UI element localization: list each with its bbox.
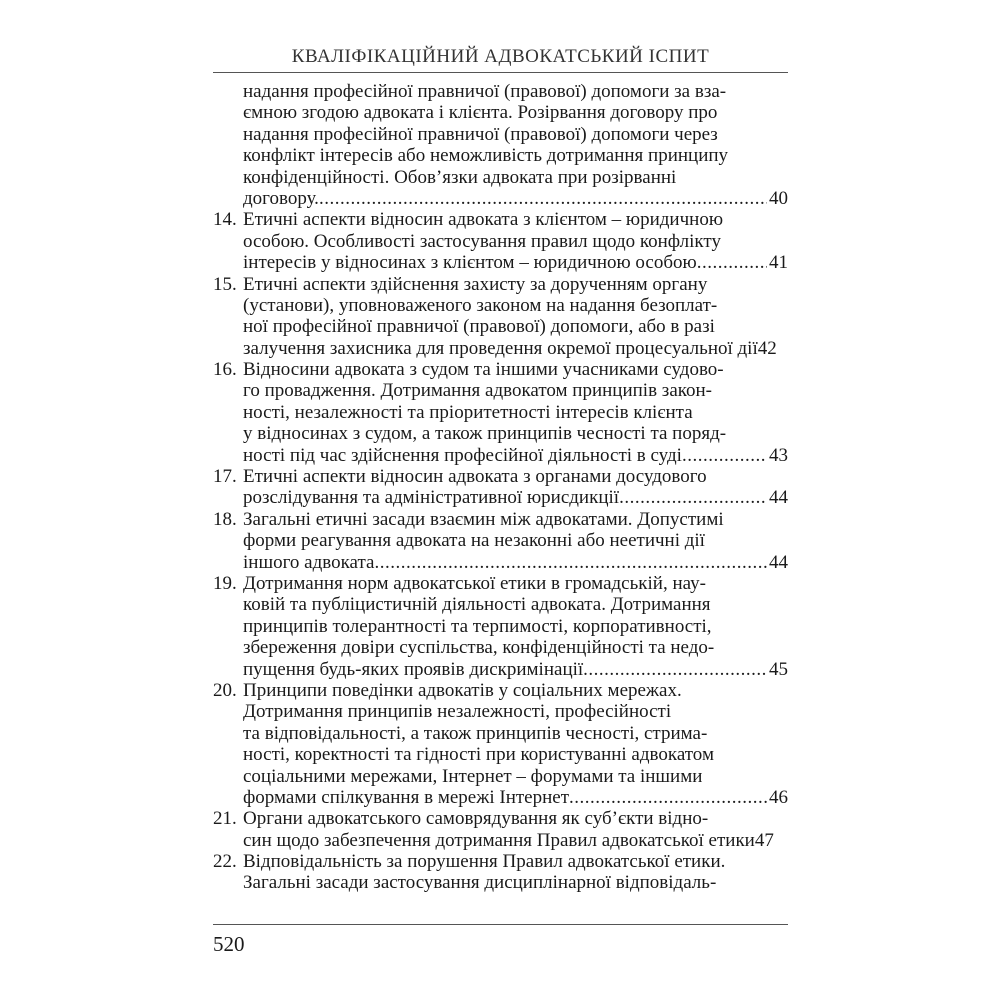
toc-line [213, 188, 788, 209]
toc-number: 19. [213, 572, 237, 594]
toc-line-text: Відносини адвоката з судом та іншими учасниками судово- [243, 359, 724, 381]
toc-line [213, 552, 788, 573]
toc-page-number: 42 [757, 337, 777, 359]
toc-number: 21. [213, 808, 237, 830]
toc-page-number: 44 [769, 551, 788, 573]
table-of-contents [213, 81, 788, 894]
toc-line-text: ності під час здійснення професійної діяльності в суді [243, 444, 682, 466]
toc-line: соціальними мережами, Інтернет – форумами та іншими [243, 765, 703, 787]
toc-line: та відповідальності, а також принципів чесності, стрима- [243, 722, 708, 744]
page-number: 520 [213, 932, 245, 956]
toc-line: ності, коректності та гідності при користуванні адвокатом [243, 744, 714, 766]
toc-line-text: розслідування та адміністративної юрисдикції [243, 487, 620, 509]
dot-leader [374, 552, 767, 573]
toc-number: 15. [213, 273, 237, 295]
toc-line: особою. Особливості застосування правил щодо конфлікту [243, 230, 721, 252]
toc-line-text: пущення будь-яких проявів дискримінації [243, 658, 584, 680]
dot-leader [583, 659, 767, 680]
toc-page-number: 45 [769, 658, 788, 680]
toc-line-text: договору. [243, 187, 319, 209]
toc-line-text: Дотримання норм адвокатської етики в громадській, нау- [243, 572, 706, 594]
toc-line [213, 573, 788, 594]
toc-line: збереження довіри суспільства, конфіденційності та недо- [243, 637, 715, 659]
toc-line-text: Етичні аспекти відносин адвоката з клієнтом – юридичною [243, 209, 724, 231]
toc-line-text: Органи адвокатського самоврядування як суб’єкти відно- [243, 808, 709, 830]
toc-page-number: 40 [769, 187, 788, 209]
toc-number: 16. [213, 359, 237, 381]
toc-line: (установи), уповноваженого законом на надання безоплат- [243, 294, 718, 316]
toc-line-text: Відповідальність за порушення Правил адвокатської етики. [243, 851, 726, 873]
dot-leader [619, 487, 767, 508]
dot-leader [569, 787, 767, 808]
toc-line: ємною згодою адвоката і клієнта. Розірвання договору про [243, 102, 718, 124]
toc-line: го провадження. Дотримання адвокатом принципів закон- [243, 380, 713, 402]
toc-line-text: залучення захисника для проведення окремої процесуальної дії [243, 337, 758, 359]
toc-line: принципів толерантності та терпимості, корпоративності, [243, 615, 712, 637]
toc-line: надання професійної правничої (правової) допомоги через [243, 123, 718, 145]
toc-entry [213, 573, 788, 680]
toc-line-text: Етичні аспекти відносин адвоката з органами досудового [243, 466, 707, 488]
toc-entry [213, 274, 788, 360]
toc-line: форми реагування адвоката на незаконні або неетичні дії [243, 530, 705, 552]
toc-line: надання професійної правничої (правової) допомоги за вза- [243, 81, 727, 102]
toc-line-text: іншого адвоката [243, 551, 375, 573]
toc-page-number: 41 [769, 252, 788, 274]
toc-number: 22. [213, 851, 237, 873]
toc-page-number: 44 [769, 487, 788, 509]
toc-line: у відносинах з судом, а також принципів чесності та поряд- [243, 423, 727, 445]
toc-entry [213, 466, 788, 509]
toc-line-text: формами спілкування в мережі Інтернет [243, 786, 569, 808]
footer-rule [213, 924, 788, 925]
toc-line [213, 487, 788, 508]
toc-page-number: 46 [769, 786, 788, 808]
toc-page-number: 43 [769, 444, 788, 466]
toc-line [213, 359, 788, 380]
toc-line [213, 274, 788, 295]
toc-line [213, 659, 788, 680]
toc-line-text: син щодо забезпечення дотримання Правил адвокатської етики [243, 829, 755, 851]
toc-line [213, 338, 788, 359]
toc-entry [213, 509, 788, 573]
toc-line: конфіденційності. Обов’язки адвоката при розірванні [243, 166, 677, 188]
toc-line: Загальні засади застосування дисциплінарної відповідаль- [243, 872, 717, 894]
toc-entry [213, 359, 788, 466]
toc-number: 17. [213, 466, 237, 488]
toc-line: конфлікт інтересів або неможливість дотримання принципу [243, 145, 729, 167]
header-rule [213, 72, 788, 73]
dot-leader [682, 445, 767, 466]
toc-line: ності, незалежності та пріоритетності інтересів клієнта [243, 401, 693, 423]
toc-line [213, 808, 788, 829]
toc-line-text: Загальні етичні засади взаємин між адвокатами. Допустимі [243, 508, 724, 530]
toc-line [213, 445, 788, 466]
dot-leader [319, 188, 767, 209]
toc-entry [213, 851, 788, 894]
toc-line-text: інтересів у відносинах з клієнтом – юридичною особою [243, 252, 697, 274]
toc-line [213, 830, 788, 851]
toc-entry [213, 680, 788, 808]
toc-line-text: Принципи поведінки адвокатів у соціальних мережах. [243, 679, 682, 701]
toc-number: 20. [213, 679, 237, 701]
toc-entry [213, 209, 788, 273]
toc-line [213, 680, 788, 701]
toc-line [213, 509, 788, 530]
toc-line [213, 209, 788, 230]
toc-line [213, 466, 788, 487]
toc-line: ної професійної правничої (правової) допомоги, або в разі [243, 316, 715, 338]
toc-line: Дотримання принципів незалежності, професійності [243, 701, 672, 723]
toc-number: 14. [213, 209, 237, 231]
toc-line-text: Етичні аспекти здійснення захисту за дорученням органу [243, 273, 708, 295]
toc-line [213, 851, 788, 872]
dot-leader [697, 252, 767, 273]
toc-line [213, 252, 788, 273]
running-header: КВАЛІФІКАЦІЙНИЙ АДВОКАТСЬКИЙ ІСПИТ [291, 46, 710, 67]
toc-line: ковій та публіцистичній діяльності адвоката. Дотримання [243, 594, 711, 616]
toc-page-number: 47 [754, 829, 774, 851]
toc-number: 18. [213, 508, 237, 530]
toc-entry [213, 808, 788, 851]
toc-line [213, 787, 788, 808]
